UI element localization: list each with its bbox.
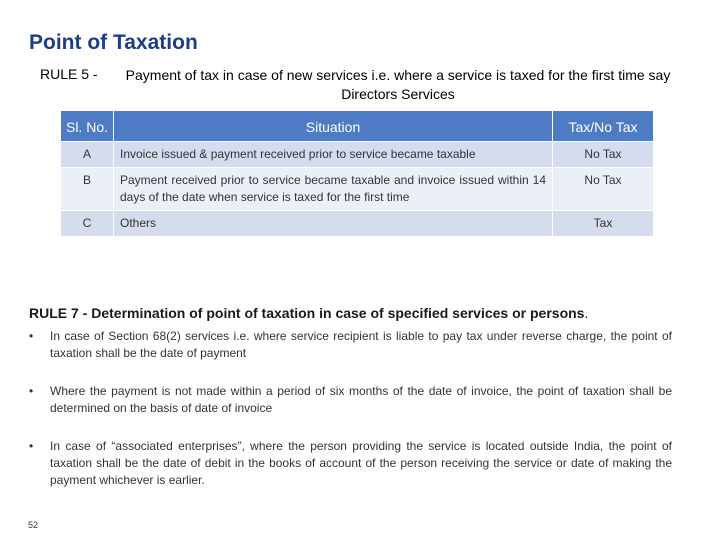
bullet-text: Where the payment is not made within a period of six months of the date of invoice, the point of taxation shall be determined on the basis of date of invoice — [50, 384, 672, 415]
table-row — [61, 168, 654, 211]
list-item — [29, 328, 672, 362]
table-row — [61, 142, 654, 168]
rule5-label: RULE 5 - — [40, 66, 98, 82]
header-tax: Tax/No Tax — [553, 111, 654, 142]
list-item — [29, 383, 672, 417]
situation-table — [60, 110, 654, 237]
rule7-bullet-list — [29, 328, 672, 510]
cell-situation: Invoice issued & payment received prior to service became taxable — [114, 142, 553, 168]
bullet-text: In case of Section 68(2) services i.e. where service recipient is liable to pay tax under reverse charge, the point of taxation shall be the date of payment — [50, 329, 672, 360]
rule7-heading — [29, 305, 588, 321]
header-situation: Situation — [114, 111, 553, 142]
cell-tax: Tax — [553, 211, 654, 237]
cell-tax: No Tax — [553, 142, 654, 168]
cell-sl-no: B — [61, 168, 114, 211]
cell-tax: No Tax — [553, 168, 654, 211]
cell-sl-no: C — [61, 211, 114, 237]
table-row — [61, 211, 654, 237]
rule7-heading-period: . — [584, 305, 589, 321]
bullet-icon: • — [29, 439, 34, 453]
bullet-icon: • — [29, 329, 34, 343]
page-title: Point of Taxation — [29, 31, 198, 54]
cell-sl-no: A — [61, 142, 114, 168]
cell-situation: Others — [114, 211, 553, 237]
rule5-description: Payment of tax in case of new services i.e. where a service is taxed for the first time say Directors Services — [125, 67, 671, 102]
table-header-row — [61, 111, 654, 142]
bullet-text: In case of “associated enterprises”, where the person providing the service is located outside India, the point of taxation shall be the date of debit in the books of account of the person receiving the service or date of making the payment whichever is earlier. — [50, 439, 672, 487]
bullet-icon: • — [29, 384, 34, 398]
header-sl-no: Sl. No. — [61, 111, 114, 142]
rule7-heading-text: RULE 7 - Determination of point of taxation in case of specified services or persons — [29, 305, 585, 321]
cell-situation: Payment received prior to service became taxable and invoice issued within 14 days of the date when service is taxed for the first time — [114, 168, 553, 211]
page-number: 52 — [28, 520, 39, 530]
list-item — [29, 438, 672, 489]
